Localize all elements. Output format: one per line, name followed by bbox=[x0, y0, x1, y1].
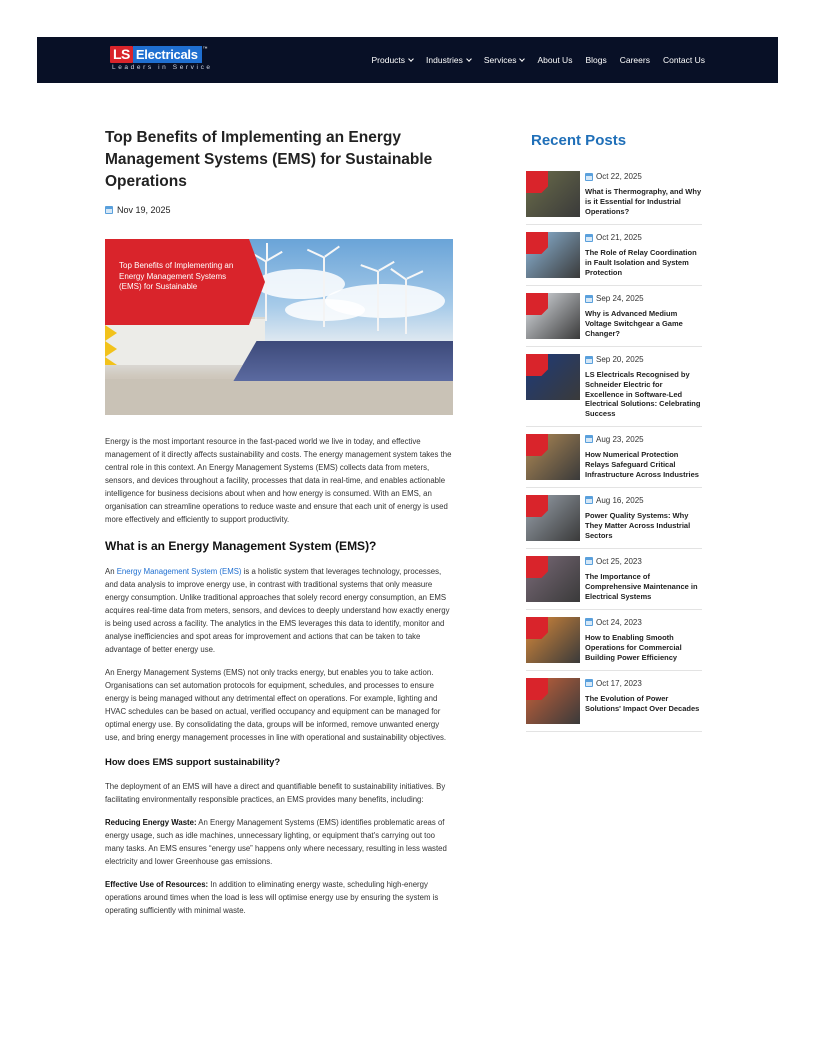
post-title-link[interactable]: What is Thermography, and Why is it Essential for Industrial Operations? bbox=[585, 187, 702, 216]
recent-post-item[interactable] bbox=[526, 617, 702, 671]
post-date bbox=[585, 679, 702, 688]
nav-services[interactable] bbox=[484, 55, 525, 65]
logo-tagline: Leaders in Service bbox=[112, 64, 213, 71]
intro-paragraph: Energy is the most important resource in the fast-paced world we live in today, and effective management of it directly affects sustainability and costs. The energy management system takes the central role in this context. An Energy Management Systems (EMS) collects data from meters, sensors, and devices throughout a facility, processes that data in real-time, and enables actionable intelligence for business decisions about when and how energy is consumed. With an EMS, an organisation can streamline operations to reduce waste and ensure that each unit of energy is used more effectively and efficiently to support productivity. bbox=[105, 437, 452, 524]
post-title-link[interactable]: The Evolution of Power Solutions' Impact Over Decades bbox=[585, 693, 700, 713]
paragraph-ems-action: An Energy Management Systems (EMS) not only tracks energy, but enables you to take action. Organisations can set automation protocols for equipment, schedules, and processes to ensure energy is being managed without any detrimental effect on operations. For example, lighting and HVAC schedules can be based on actual, verified occupancy and equipment can be managed for optimal energy use. By consolidating the data, groups will be informed, remove unwanted energy use, and bring energy management processes in line with operational and sustainability objectives. bbox=[105, 668, 447, 742]
recent-post-item[interactable] bbox=[526, 293, 702, 347]
p2-rest: is a holistic system that leverages technology, processes, and data analysis to improve energy use, in contrast with traditional systems that only measure energy consumption. Unlike traditional approaches that solely record energy consumption, an EMS acquires real-time data from meters, sensors, and devices to deeply understand how exactly energy is being used across a facility. The analytics in the EMS leverages this data to identify, monitor and analyse inefficiencies and spot areas for improvement and actions that can be taken to take advantage of better energy use. bbox=[105, 567, 450, 654]
resources-text: In addition to eliminating energy waste, scheduling high-energy operations around times when the load is less will optimise energy use by ensuring the system is operating sufficiently with minimal waste. bbox=[105, 880, 439, 915]
post-date bbox=[585, 496, 702, 505]
post-body bbox=[585, 434, 702, 480]
section-heading-sustainability: How does EMS support sustainability? bbox=[105, 757, 281, 768]
calendar-icon bbox=[585, 496, 593, 504]
thumbnail-badge bbox=[526, 232, 548, 254]
nav-industries[interactable] bbox=[426, 55, 471, 65]
hero-image bbox=[105, 239, 453, 415]
chevron-down-icon bbox=[466, 56, 472, 62]
nav-products-label: Products bbox=[371, 55, 406, 65]
post-body bbox=[585, 617, 702, 663]
post-body bbox=[585, 293, 702, 339]
chevron-down-icon bbox=[520, 56, 526, 62]
calendar-icon bbox=[585, 679, 593, 687]
section-heading-what-is-ems: What is an Energy Management System (EMS)? bbox=[105, 539, 377, 553]
post-date-text: Sep 24, 2025 bbox=[596, 294, 644, 303]
post-date-text: Oct 25, 2023 bbox=[596, 556, 642, 566]
post-title-link[interactable]: Power Quality Systems: Why They Matter Across Industrial Sectors bbox=[585, 510, 691, 540]
post-date-text: Aug 23, 2025 bbox=[596, 434, 644, 444]
post-date-text: Oct 21, 2025 bbox=[596, 233, 642, 242]
paragraph-sustainability: The deployment of an EMS will have a direct and quantifiable benefit to sustainability initiatives. By facilitating environmentally responsible practices, an EMS provides many benefits, including: bbox=[105, 782, 446, 804]
post-thumbnail[interactable] bbox=[526, 434, 580, 480]
post-date-text: Oct 17, 2023 bbox=[596, 678, 642, 688]
post-date-text: Aug 16, 2025 bbox=[596, 495, 644, 505]
site-header bbox=[37, 37, 778, 83]
post-date bbox=[585, 618, 702, 627]
nav-about-us[interactable]: About Us bbox=[537, 55, 573, 65]
logo-ls: LS bbox=[110, 46, 133, 63]
calendar-icon bbox=[585, 356, 593, 364]
thumbnail-badge bbox=[526, 434, 548, 456]
post-date bbox=[585, 172, 702, 181]
recent-post-item[interactable] bbox=[526, 556, 702, 610]
recent-posts-sidebar bbox=[526, 132, 702, 739]
article-date bbox=[105, 205, 455, 215]
post-thumbnail[interactable] bbox=[526, 354, 580, 400]
post-date bbox=[585, 294, 702, 303]
hero-badge-text: Top Benefits of Implementing an Energy Management Systems (EMS) for Sustainable bbox=[119, 261, 234, 291]
post-date bbox=[585, 355, 702, 364]
thumbnail-badge bbox=[526, 495, 548, 517]
post-body bbox=[585, 495, 702, 541]
calendar-icon bbox=[585, 618, 593, 626]
reducing-waste-text: An Energy Management Systems (EMS) identifies problematic areas of energy usage, such as idle machines, unnecessary lighting, or equipment that's carrying out too many tasks. An EMS ensures “energy use” happens only where necessary, resulting in less wasted electricity and lower Greenhouse gas emissions. bbox=[105, 818, 447, 866]
nav-products[interactable] bbox=[371, 55, 413, 65]
calendar-icon bbox=[585, 435, 593, 443]
post-body bbox=[585, 171, 702, 217]
post-body bbox=[585, 678, 702, 724]
nav-contact-us[interactable]: Contact Us bbox=[662, 55, 705, 65]
recent-post-item[interactable] bbox=[526, 232, 702, 286]
post-body bbox=[585, 354, 702, 419]
post-thumbnail[interactable] bbox=[526, 556, 580, 602]
nav-industries-label: Industries bbox=[426, 55, 463, 65]
paragraph-resources bbox=[105, 878, 455, 917]
thumbnail-badge bbox=[526, 293, 548, 315]
post-date bbox=[585, 233, 702, 242]
recent-post-item[interactable] bbox=[526, 171, 702, 225]
post-date-text: Oct 22, 2025 bbox=[596, 172, 642, 181]
post-date bbox=[585, 557, 702, 566]
recent-posts-title: Recent Posts bbox=[531, 132, 627, 149]
post-body bbox=[585, 232, 702, 278]
site-logo[interactable] bbox=[110, 46, 220, 72]
logo-electricals: Electricals bbox=[133, 46, 202, 63]
paragraph-reducing-waste bbox=[105, 816, 455, 868]
calendar-icon bbox=[585, 295, 593, 303]
article bbox=[105, 127, 455, 917]
thumbnail-badge bbox=[526, 354, 548, 376]
calendar-icon bbox=[105, 206, 113, 214]
paragraph-ems-definition bbox=[105, 565, 455, 656]
post-title-link[interactable]: How Numerical Protection Relays Safeguard Critical Infrastructure Across Industries bbox=[585, 449, 699, 479]
post-title-link[interactable]: Why is Advanced Medium Voltage Switchgear a Game Changer? bbox=[585, 309, 683, 338]
p2-prefix: An bbox=[105, 567, 117, 576]
thumbnail-badge bbox=[526, 556, 548, 578]
calendar-icon bbox=[585, 557, 593, 565]
thumbnail-badge bbox=[526, 617, 548, 639]
post-thumbnail[interactable] bbox=[526, 617, 580, 663]
post-date bbox=[585, 435, 702, 444]
post-title-link[interactable]: The Role of Relay Coordination in Fault Isolation and System Protection bbox=[585, 248, 697, 277]
nav-services-label: Services bbox=[483, 55, 517, 65]
post-thumbnail[interactable] bbox=[526, 171, 580, 217]
page-title: Top Benefits of Implementing an Energy Management Systems (EMS) for Sustainable Operations bbox=[105, 129, 433, 190]
chevron-down-icon bbox=[408, 56, 414, 62]
thumbnail-badge bbox=[526, 171, 548, 193]
article-date-text: Nov 19, 2025 bbox=[117, 205, 171, 215]
nav-blogs[interactable]: Blogs bbox=[585, 55, 607, 65]
calendar-icon bbox=[585, 173, 593, 181]
recent-post-item[interactable] bbox=[526, 495, 702, 549]
post-title-link[interactable]: The Importance of Comprehensive Maintenance in Electrical Systems bbox=[585, 571, 698, 601]
post-thumbnail[interactable] bbox=[526, 678, 580, 724]
ems-link[interactable]: Energy Management System (EMS) bbox=[116, 567, 242, 576]
recent-post-item[interactable] bbox=[526, 354, 702, 427]
main-nav bbox=[371, 37, 705, 83]
resources-label: Effective Use of Resources: bbox=[105, 880, 209, 889]
reducing-waste-label: Reducing Energy Waste: bbox=[105, 818, 197, 827]
recent-post-item[interactable] bbox=[526, 678, 702, 732]
recent-post-item[interactable] bbox=[526, 434, 702, 488]
thumbnail-badge bbox=[526, 678, 548, 700]
recent-posts-list bbox=[526, 171, 702, 732]
post-thumbnail[interactable] bbox=[526, 495, 580, 541]
post-title-link[interactable]: How to Enabling Smooth Operations for Commercial Building Power Efficiency bbox=[585, 632, 682, 662]
post-thumbnail[interactable] bbox=[526, 232, 580, 278]
post-thumbnail[interactable] bbox=[526, 293, 580, 339]
post-date-text: Oct 24, 2023 bbox=[596, 617, 642, 627]
post-body bbox=[585, 556, 702, 602]
post-title-link[interactable]: LS Electricals Recognised by Schneider Electric for Excellence in Software-Led Electrical Solutions: Celebrating Success bbox=[585, 370, 701, 419]
logo-trademark: ™ bbox=[202, 46, 208, 52]
calendar-icon bbox=[585, 234, 593, 242]
nav-careers[interactable]: Careers bbox=[619, 55, 650, 65]
post-date-text: Sep 20, 2025 bbox=[596, 355, 644, 364]
